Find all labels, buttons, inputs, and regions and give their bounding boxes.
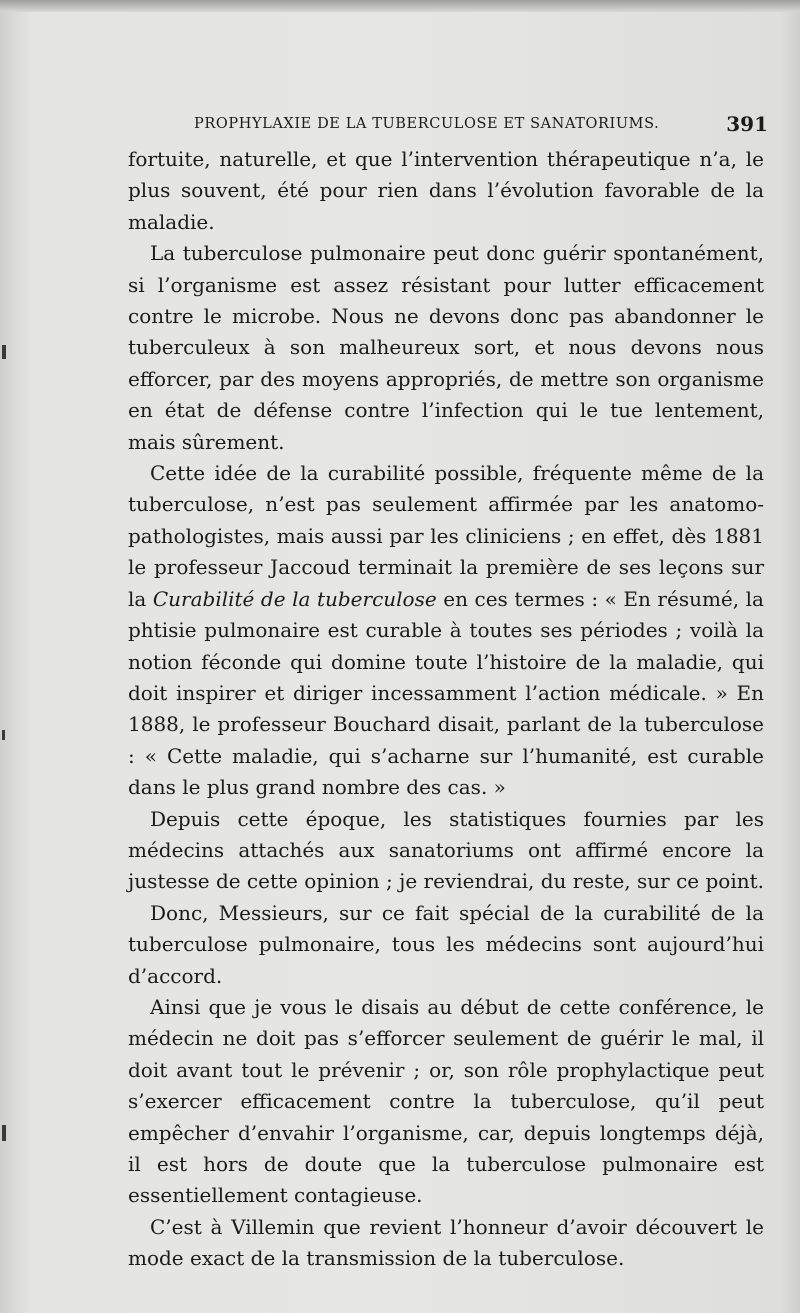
paragraph: C’est à Villemin que revient l’honneur d’avoir découvert le mode exact de la transmission de la tuberculose. (128, 1214, 764, 1271)
left-edge-mark (2, 730, 5, 740)
left-edge-mark (2, 345, 6, 359)
left-edge-mark (2, 1125, 6, 1141)
body-text (128, 144, 764, 1275)
paragraph-text: en ces termes : « En résumé, la phtisie pulmonaire est curable à toutes ses périodes ; voilà la notion féconde qui domine toute l’histoire de la maladie, qui doit inspirer et diriger incessamment l’action médicale. » En 1888, le professeur Bouchard disait, parlant de la tuberculose : « Cette maladie, qui s’acharne sur l’humanité, est curable dans le plus grand nombre des cas. » (128, 586, 764, 800)
paragraph: Donc, Messieurs, sur ce fait spécial de la curabilité de la tuberculose pulmonaire, tous les médecins sont aujourd’hui d’accord. (128, 900, 764, 988)
page-number: 391 (726, 112, 768, 136)
running-title: PROPHYLAXIE DE LA TUBERCULOSE ET SANATORIUMS. (194, 116, 660, 132)
paragraph: Depuis cette époque, les statistiques fournies par les médecins attachés aux sanatoriums ont affirmé encore la justesse de cette opinion ; je reviendrai, du reste, sur ce point. (128, 806, 764, 894)
running-header (194, 112, 768, 140)
italic-book-title: Curabilité de la tuberculose (152, 586, 437, 611)
paragraph-text: Cette idée de la curabilité possible, fréquente même de la tuberculose, n’est pas seulement affirmée par les anatomo-pathologistes, mais aussi par les cliniciens ; en effet, dès 1881 le professeur Jaccoud terminait la première de ses leçons sur la (128, 461, 764, 611)
paragraph (128, 458, 764, 803)
paragraph: Ainsi que je vous le disais au début de cette conférence, le médecin ne doit pas s’efforcer seulement de guérir le mal, il doit avant tout le prévenir ; or, son rôle prophylactique peut s’exercer efficacement contre la tuberculose, qu’il peut empêcher d’envahir l’organisme, car, depuis longtemps déjà, il est hors de doute que la tuberculose pulmonaire est essentiellement contagieuse. (128, 994, 764, 1208)
page-top-shadow (0, 0, 800, 12)
paragraph: La tuberculose pulmonaire peut donc guérir spontanément, si l’organisme est assez résistant pour lutter efficacement contre le microbe. Nous ne devons donc pas abandonner le tuberculeux à son malheureux sort, et nous devons nous efforcer, par des moyens appropriés, de mettre son organisme en état de défense contre l’infection qui le tue lentement, mais sûrement. (128, 241, 764, 454)
paragraph: fortuite, naturelle, et que l’intervention thérapeutique n’a, le plus souvent, été pour rien dans l’évolution favorable de la maladie. (128, 147, 764, 234)
